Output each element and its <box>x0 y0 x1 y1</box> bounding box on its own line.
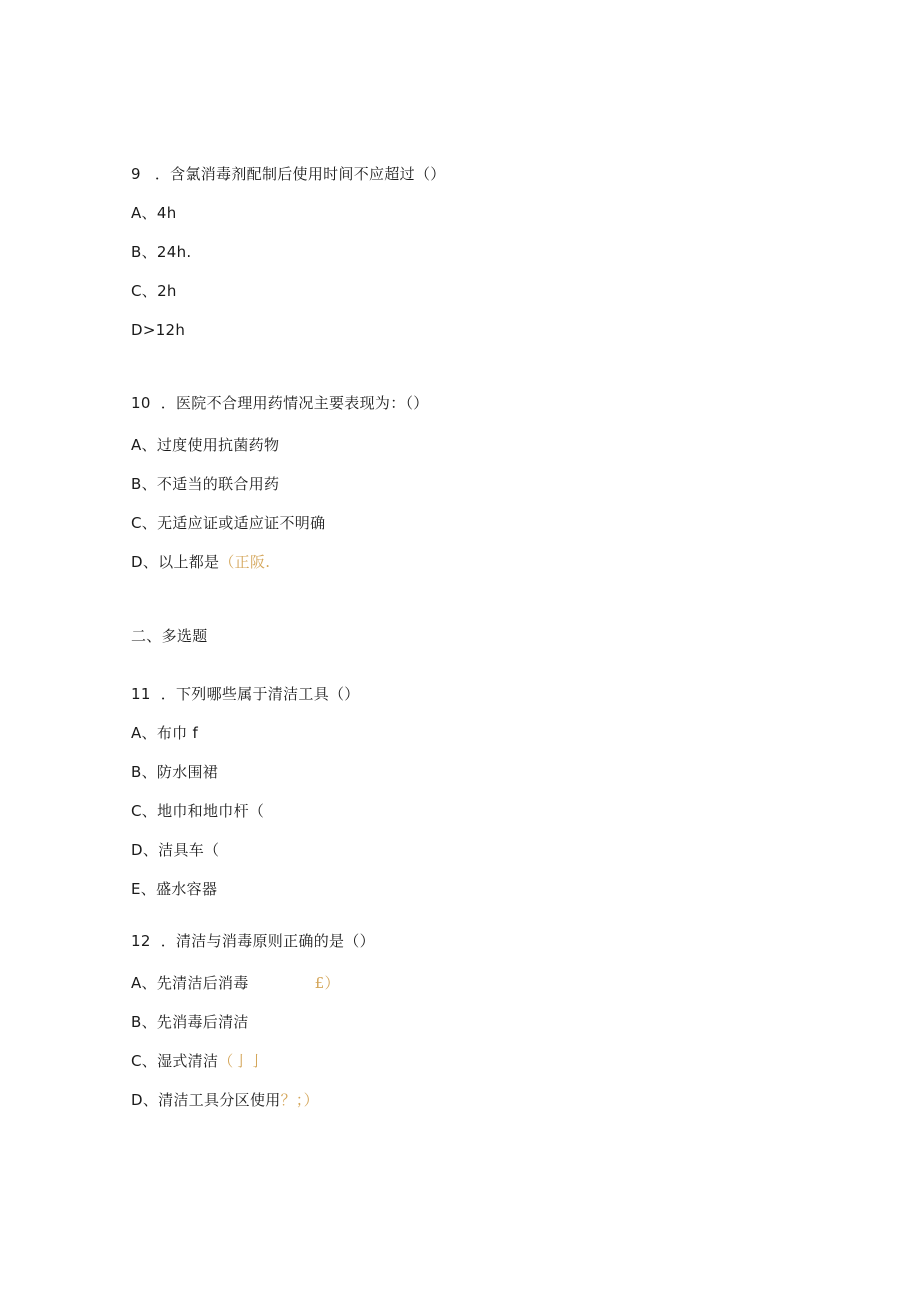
handwritten-mark: （正阪. <box>219 553 271 571</box>
question-text: ．含氯消毒剂配制后使用时间不应超过（） <box>154 165 446 183</box>
handwritten-mark: £） <box>314 974 340 992</box>
question-12-option-d <box>131 1090 319 1110</box>
question-9-option-b: B、24h. <box>131 243 192 261</box>
question-number: 10 <box>131 394 151 412</box>
question-10-option-b: B、不适当的联合用药 <box>131 475 280 493</box>
section-heading: 二、多选题 <box>131 627 208 645</box>
question-12-option-c <box>131 1051 264 1071</box>
question-12-option-a <box>131 973 340 993</box>
question-text: ．清洁与消毒原则正确的是（） <box>160 932 375 950</box>
question-11-option-b: B、防水围裙 <box>131 763 219 781</box>
option-text: C、湿式清洁 <box>131 1052 219 1070</box>
question-9-option-a: A、4h <box>131 204 177 222</box>
question-text: ．医院不合理用药情况主要表现为：（） <box>160 394 429 412</box>
question-10-option-d <box>131 552 270 572</box>
question-11-option-d: D、洁具车（ <box>131 841 220 859</box>
question-11-stem <box>131 684 360 704</box>
question-number: 9 <box>131 165 141 183</box>
handwritten-mark: ？；） <box>280 1091 319 1109</box>
question-10-option-a: A、过度使用抗菌药物 <box>131 436 280 454</box>
question-10-option-c: C、无适应证或适应证不明确 <box>131 514 326 532</box>
option-text: A、先清洁后消毒 <box>131 974 249 992</box>
question-11-option-c: C、地巾和地巾杆（ <box>131 802 265 820</box>
question-12-stem <box>131 931 375 951</box>
handwritten-mark: （亅亅 <box>218 1052 265 1070</box>
question-11-option-e: E、盛水容器 <box>131 880 218 898</box>
option-text: D、清洁工具分区使用 <box>131 1091 281 1109</box>
question-12-option-b: B、先消毒后清洁 <box>131 1013 249 1031</box>
question-number: 12 <box>131 932 151 950</box>
question-10-stem <box>131 393 429 413</box>
question-11-option-a: A、布巾 f <box>131 724 199 742</box>
option-text: D、以上都是 <box>131 553 220 571</box>
question-number: 11 <box>131 685 151 703</box>
question-text: ．下列哪些属于清洁工具（） <box>160 685 360 703</box>
question-9-option-c: C、2h <box>131 282 177 300</box>
question-9-option-d: D>12h <box>131 321 186 339</box>
question-9-stem <box>131 164 446 184</box>
